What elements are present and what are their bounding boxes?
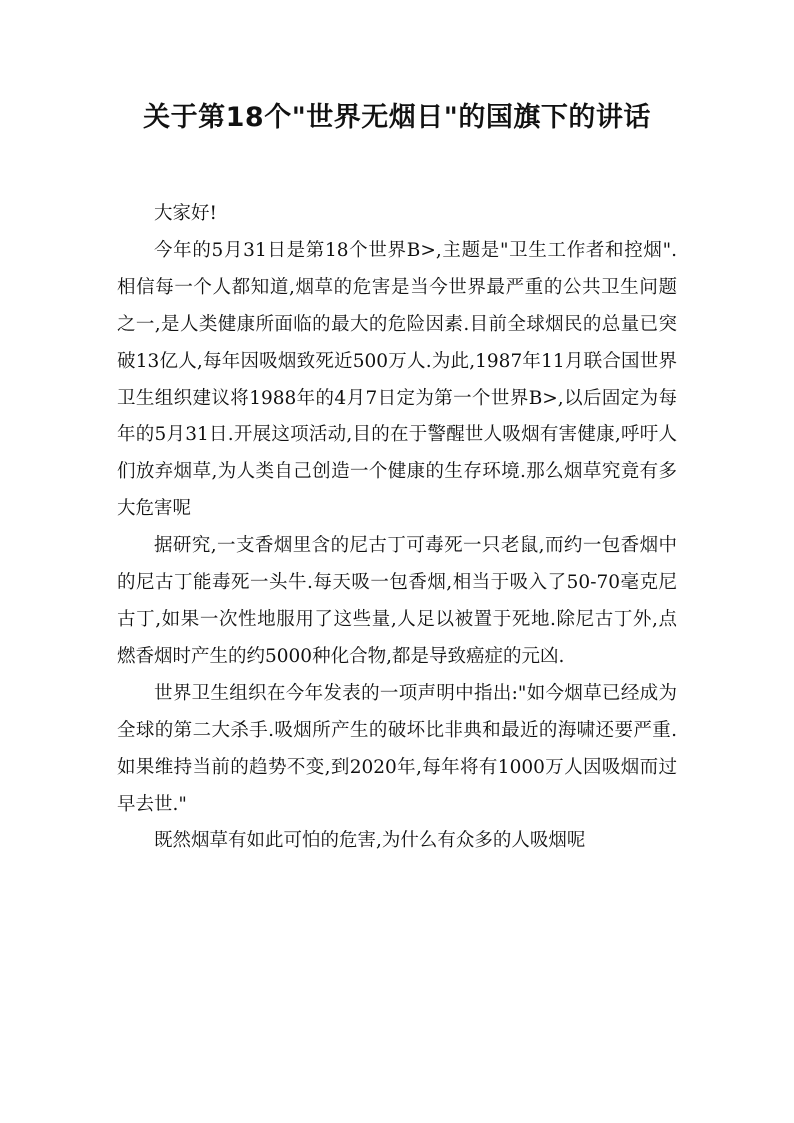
document-body <box>117 196 677 860</box>
paragraph-who-statement: 世界卫生组织在今年发表的一项声明中指出:"如今烟草已经成为全球的第二大杀手.吸烟所产生的破坏比非典和最近的海啸还要严重.如果维持当前的趋势不变,到2020年,每年将有1000万人因吸烟而过早去世." <box>117 682 677 815</box>
paragraph-intro: 今年的5月31日是第18个世界B>,主题是"卫生工作者和控烟".相信每一个人都知道,烟草的危害是当今世界最严重的公共卫生问题之一,是人类健康所面临的最大的危险因素.目前全球烟民的总量已突破13亿人,每年因吸烟致死近500万人.为此,1987年11月联合国世界卫生组织建议将1988年的4月7日定为第一个世界B>,以后固定为每年的5月31日.开展这项活动,目的在于警醒世人吸烟有害健康,呼吁人们放弃烟草,为人类自己创造一个健康的生存环境.那么烟草究竟有多大危害呢 <box>117 239 677 520</box>
document-title: 关于第18个"世界无烟日"的国旗下的讲话 <box>143 102 651 133</box>
paragraph-research: 据研究,一支香烟里含的尼古丁可毒死一只老鼠,而约一包香烟中的尼古丁能毒死一头牛.每天吸一包香烟,相当于吸入了50-70毫克尼古丁,如果一次性地服用了这些量,人足以被置于死地.除尼古丁外,点燃香烟时产生的约5000种化合物,都是导致癌症的元凶. <box>117 535 677 667</box>
paragraph-greeting: 大家好! <box>154 203 217 224</box>
paragraph-question: 既然烟草有如此可怕的危害,为什么有众多的人吸烟呢 <box>154 830 586 852</box>
